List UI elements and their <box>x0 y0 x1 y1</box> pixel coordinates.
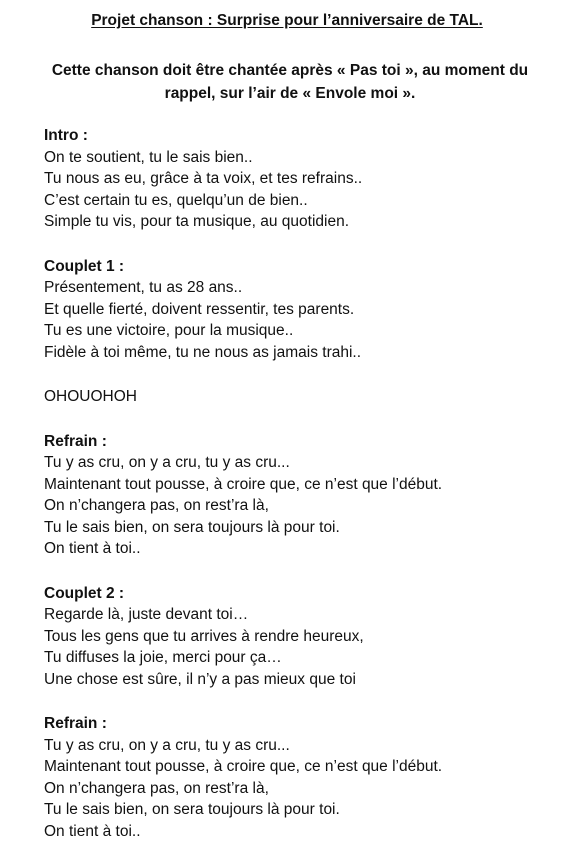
lyrics-section <box>44 386 564 408</box>
section-heading: Intro : <box>44 127 88 144</box>
performance-note: Cette chanson doit être chantée après « Pas toi », au moment du rappel, sur l’air de « Envole moi ». <box>51 62 529 102</box>
lyric-line: Tu nous as eu, grâce à ta voix, et tes refrains.. <box>44 170 363 187</box>
document-title: Projet chanson : Surprise pour l’anniversaire de TAL. <box>91 12 483 29</box>
song-lyrics <box>44 125 564 865</box>
section-heading: Couplet 2 : <box>44 584 125 602</box>
lyric-line: On n’changera pas, on rest’ra là, <box>44 779 269 797</box>
lyric-line: Présentement, tu as 28 ans.. <box>44 279 243 296</box>
lyric-line: On n’changera pas, on rest’ra là, <box>44 497 269 514</box>
lyric-line: OHOUOHOH <box>44 388 137 405</box>
lyrics-section <box>44 256 564 364</box>
lyric-line: Tu y as cru, on y a cru, tu y as cru... <box>44 736 290 754</box>
lyric-line: Fidèle à toi même, tu ne nous as jamais trahi.. <box>44 343 362 361</box>
lyric-line: On tient à toi.. <box>44 540 141 557</box>
lyric-line: Tu le sais bien, on sera toujours là pour toi. <box>44 518 340 536</box>
lyric-line: Simple tu vis, pour ta musique, au quotidien. <box>44 213 350 230</box>
lyric-line: Regarde là, juste devant toi… <box>44 606 249 623</box>
lyric-line: Tous les gens que tu arrives à rendre heureux, <box>44 627 364 645</box>
lyric-line: Tu y as cru, on y a cru, tu y as cru... <box>44 454 290 471</box>
lyric-line: On te soutient, tu le sais bien.. <box>44 148 253 166</box>
lyrics-section <box>44 583 564 691</box>
section-heading: Couplet 1 : <box>44 257 125 275</box>
lyric-line: Maintenant tout pousse, à croire que, ce n’est que l’début. <box>44 758 443 775</box>
lyrics-section <box>44 125 564 233</box>
lyric-line: Et quelle fierté, doivent ressentir, tes parents. <box>44 300 355 318</box>
lyric-line: Tu le sais bien, on sera toujours là pour toi. <box>44 801 340 818</box>
lyric-line: Une chose est sûre, il n’y a pas mieux que toi <box>44 670 356 688</box>
section-heading: Refrain : <box>44 715 107 732</box>
section-heading: Refrain : <box>44 432 107 450</box>
lyric-line: Tu diffuses la joie, merci pour ça… <box>44 649 282 666</box>
lyric-line: C’est certain tu es, quelqu’un de bien.. <box>44 191 308 209</box>
lyrics-section <box>44 713 564 842</box>
lyric-line: Maintenant tout pousse, à croire que, ce n’est que l’début. <box>44 475 443 493</box>
lyrics-section <box>44 431 564 560</box>
lyric-line: On tient à toi.. <box>44 822 141 840</box>
lyric-line: Tu es une victoire, pour la musique.. <box>44 322 294 339</box>
